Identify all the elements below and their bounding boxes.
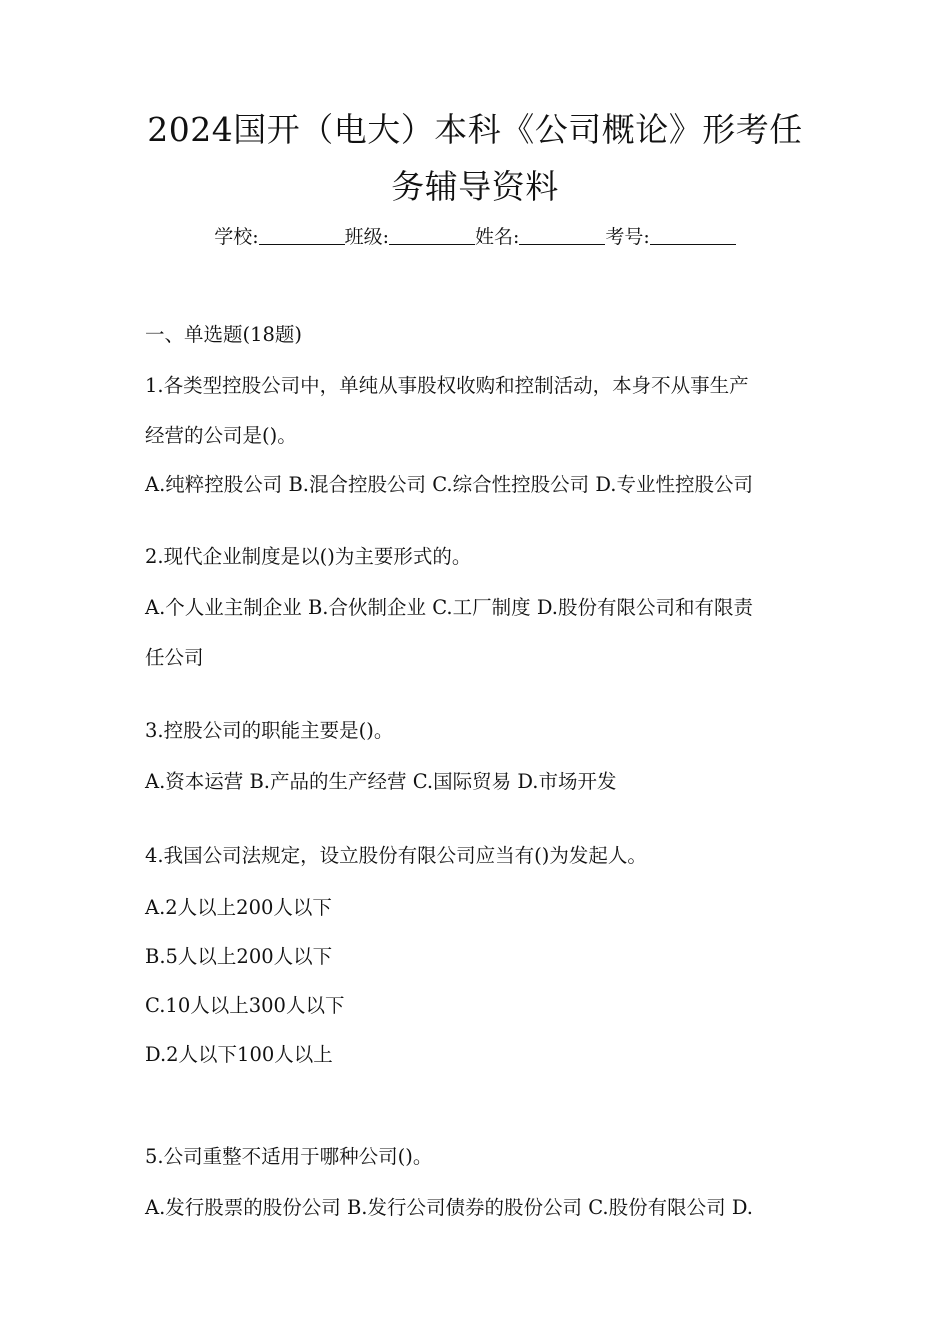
q5-options: A.发行股票的股份公司 B.发行公司债券的股份公司 C.股份有限公司 D. [145,1196,753,1219]
q2-options-line-2: 任公司 [145,646,204,669]
q2-options-line-1: A.个人业主制企业 B.合伙制企业 C.工厂制度 D.股份有限公司和有限责 [145,596,753,619]
class-label: 班级: [344,226,389,248]
section-heading: 一、单选题(18题) [145,323,303,346]
student-info-row [0,222,950,252]
q3-options: A.资本运营 B.产品的生产经营 C.国际贸易 D.市场开发 [145,770,617,793]
document-title [100,101,850,215]
name-label: 姓名: [475,226,520,248]
q4-option-b: B.5人以上200人以下 [145,945,333,968]
school-label: 学校: [214,226,259,248]
q1-stem-line-1: 1.各类型控股公司中，单纯从事股权收购和控制活动，本身不从事生产 [145,374,749,397]
class-blank [389,226,475,245]
id-label: 考号: [605,226,650,248]
q5-stem: 5.公司重整不适用于哪种公司()。 [145,1145,433,1168]
title-line-1: 2024国开（电大）本科《公司概论》形考任 [147,110,803,149]
q4-option-a: A.2人以上200人以下 [145,896,332,919]
id-blank [650,226,736,245]
q3-stem: 3.控股公司的职能主要是()。 [145,719,394,742]
title-line-2: 务辅导资料 [391,167,559,206]
q4-option-c: C.10人以上300人以下 [145,994,345,1017]
name-blank [519,226,605,245]
q2-stem: 2.现代企业制度是以()为主要形式的。 [145,545,472,568]
q1-stem-line-2: 经营的公司是()。 [145,424,297,447]
q4-stem: 4.我国公司法规定，设立股份有限公司应当有()为发起人。 [145,844,647,867]
q4-option-d: D.2人以下100人以上 [145,1043,333,1066]
q1-options: A.纯粹控股公司 B.混合控股公司 C.综合性控股公司 D.专业性控股公司 [145,473,753,496]
school-blank [259,226,345,245]
